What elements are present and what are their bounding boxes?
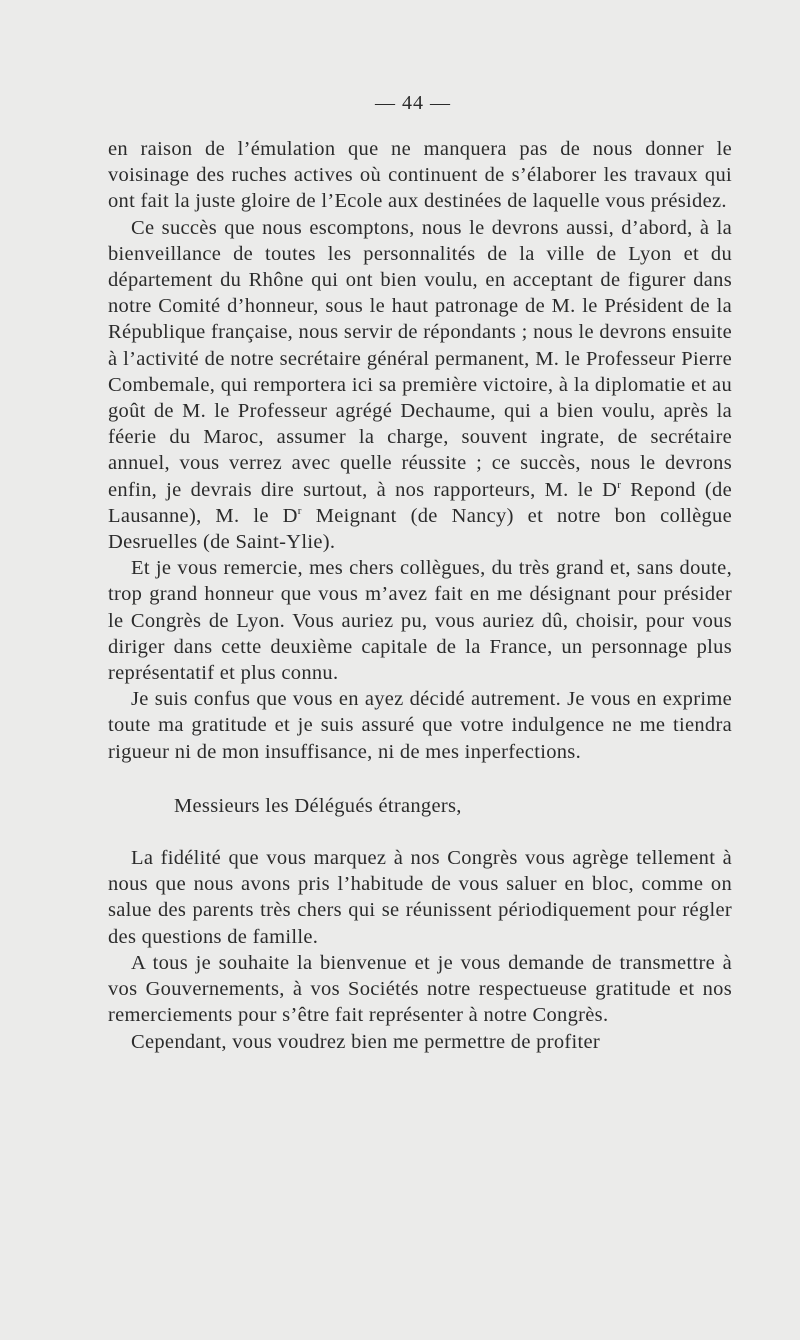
paragraph-2-text-a: Ce succès que nous escomptons, nous le devrons aussi, d’abord, à la bienveillance de toutes les personnalités de la ville de Lyon et du département du Rhône qui ont bien voulu, en acceptant de figurer dans notre Comité d’honneur, sous le haut patronage de M. le Président de la République française, nous servir de répondants ; nous le devrons ensuite à l’activité de notre secrétaire général permanent, M. le Professeur Pierre Combemale, qui remportera ici sa première victoire, à la diplomatie et au goût de M. le Professeur agrégé Dechaume, qui a bien voulu, après la féerie du Maroc, assumer la charge, souvent ingrate, de secrétaire annuel, vous verrez avec quelle réussite ; ce succès, nous le devrons enfin, je devrais dire surtout, à nos rapporteurs, M. le D	[108, 216, 732, 501]
paragraph-3: Et je vous remercie, mes chers collègues, du très grand et, sans doute, trop grand honneur que vous m’avez fait en me désignant pour présider le Congrès de Lyon. Vous auriez pu, vous auriez dû, choisir, pour vous diriger dans cette deuxième capitale de la France, un personnage plus représentatif et plus connu.	[108, 557, 732, 685]
paragraph-5: La fidélité que vous marquez à nos Congrès vous agrège tellement à nous que nous avons pris l’habitude de vous saluer en bloc, comme on salue des parents très chers qui se réunissent périodiquement pour régler des questions de famille.	[108, 847, 732, 948]
paragraph-2-text-c: Meignant (de Nancy) et notre bon collègue Desruelles (de Saint-Ylie).	[108, 504, 732, 554]
salutation-heading: Messieurs les Délégués étrangers,	[174, 794, 462, 817]
paragraph-7: Cependant, vous voudrez bien me permettre de profiter	[131, 1030, 601, 1053]
body-text	[108, 136, 732, 1055]
paragraph-4: Je suis confus que vous en ayez décidé autrement. Je vous en exprime toute ma gratitude et je suis assuré que votre indulgence ne me tiendra rigueur ni de mon insuffisance, ni de mes inperfections.	[108, 688, 732, 763]
paragraph-2-text-b: Repond (de Lausanne), M. le D	[108, 478, 732, 527]
superscript-r: r	[297, 504, 302, 517]
superscript-r: r	[617, 478, 622, 491]
paragraph-6: A tous je souhaite la bienvenue et je vous demande de transmettre à vos Gouvernements, à vos Sociétés notre respectueuse gratitude et nos remerciements pour s’être fait représenter à notre Congrès.	[108, 951, 732, 1027]
page-number: — 44 —	[375, 92, 451, 114]
paragraph-1: en raison de l’émulation que ne manquera pas de nous donner le voisinage des ruches actives où continuent de s’élaborer les travaux qui ont fait la juste gloire de l’Ecole aux destinées de laquelle vous présidez.	[108, 138, 732, 213]
paragraph-2	[108, 215, 732, 556]
